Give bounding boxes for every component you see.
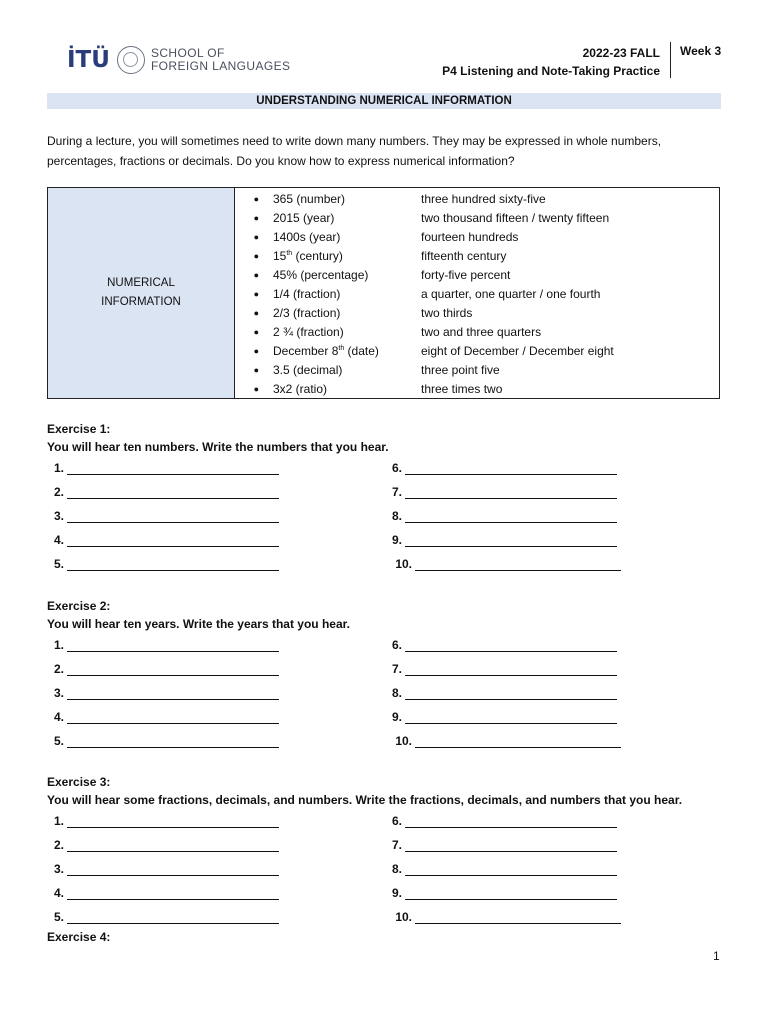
numerical-info-table xyxy=(47,187,720,399)
answer-item xyxy=(389,833,621,857)
exercise-2 xyxy=(47,597,747,748)
answer-blank[interactable] xyxy=(415,910,621,924)
row-term: 365 (number) xyxy=(273,191,346,206)
table-row xyxy=(235,342,719,361)
answer-column xyxy=(389,456,621,576)
answer-item xyxy=(389,905,621,929)
answer-item xyxy=(47,528,279,552)
row-term-superscript: th xyxy=(338,345,345,353)
item-number: 1. xyxy=(53,638,64,652)
item-number: 10. xyxy=(395,557,412,571)
item-number: 9. xyxy=(391,533,402,547)
answer-blank[interactable] xyxy=(67,814,279,828)
item-number: 7. xyxy=(391,662,402,676)
answer-blank[interactable] xyxy=(67,886,279,900)
header-divider xyxy=(670,42,671,78)
row-term: 1400s (year) xyxy=(273,229,341,244)
table-row xyxy=(235,189,719,208)
logo-line-2: FOREIGN LANGUAGES xyxy=(150,59,291,73)
answer-blank[interactable] xyxy=(405,814,617,828)
answer-blank[interactable] xyxy=(405,662,617,676)
answer-blank[interactable] xyxy=(67,638,279,652)
answer-blank[interactable] xyxy=(415,557,621,571)
answer-column xyxy=(47,809,279,929)
answer-item xyxy=(389,504,621,528)
item-number: 6. xyxy=(391,638,402,652)
logo-mark: İTÜ xyxy=(67,47,110,73)
item-number: 7. xyxy=(391,838,402,852)
answer-item xyxy=(389,456,621,480)
answer-item xyxy=(389,729,621,753)
answer-blank[interactable] xyxy=(405,838,617,852)
page-number: 1 xyxy=(713,949,720,963)
row-term: 1/4 (fraction) xyxy=(273,287,341,302)
table-row xyxy=(235,284,719,303)
item-number: 5. xyxy=(53,557,64,571)
item-number: 3. xyxy=(53,509,64,523)
answer-item xyxy=(389,528,621,552)
answer-blank[interactable] xyxy=(405,862,617,876)
header-course-info xyxy=(442,44,660,80)
row-term xyxy=(273,344,421,358)
row-term: 2 ¾ (fraction) xyxy=(273,325,344,340)
row-term xyxy=(273,249,421,263)
row-term-suffix: (date) xyxy=(344,344,379,359)
item-number: 4. xyxy=(53,533,64,547)
row-term: 2015 (year) xyxy=(273,210,335,225)
bullet-icon: ● xyxy=(253,212,259,223)
answer-item xyxy=(389,857,621,881)
row-description: fourteen hundreds xyxy=(421,229,519,244)
answer-blank[interactable] xyxy=(67,910,279,924)
answer-column xyxy=(389,633,621,753)
bullet-icon: ● xyxy=(253,269,259,280)
item-number: 2. xyxy=(53,662,64,676)
answer-blank[interactable] xyxy=(405,461,617,475)
answer-item xyxy=(47,552,279,576)
row-term: 3.5 (decimal) xyxy=(273,363,343,378)
exercise-instruction: You will hear some fractions, decimals, and numbers. Write the fractions, decimals, and numbers that you hear. xyxy=(47,793,683,807)
item-number: 9. xyxy=(391,886,402,900)
term-label: 2022-23 FALL xyxy=(582,46,660,60)
bullet-icon: ● xyxy=(253,327,259,338)
answer-blank[interactable] xyxy=(67,485,279,499)
week-label: Week 3 xyxy=(680,44,722,58)
row-description: three hundred sixty-five xyxy=(421,191,546,206)
item-number: 1. xyxy=(53,814,64,828)
item-number: 5. xyxy=(53,734,64,748)
answer-blank[interactable] xyxy=(67,662,279,676)
answer-blank[interactable] xyxy=(67,509,279,523)
item-number: 1. xyxy=(53,461,64,475)
row-description: forty-five percent xyxy=(421,267,511,282)
row-term: 3x2 (ratio) xyxy=(273,382,328,397)
answer-item xyxy=(389,480,621,504)
answer-blank[interactable] xyxy=(405,638,617,652)
table-row xyxy=(235,246,719,265)
answer-blank[interactable] xyxy=(405,485,617,499)
table-row xyxy=(235,208,719,227)
answer-blank[interactable] xyxy=(67,461,279,475)
table-row xyxy=(235,304,719,323)
answer-blank[interactable] xyxy=(67,862,279,876)
item-number: 10. xyxy=(395,910,412,924)
item-number: 6. xyxy=(391,814,402,828)
bullet-icon: ● xyxy=(253,365,259,376)
answer-blank[interactable] xyxy=(67,557,279,571)
answer-blank[interactable] xyxy=(67,734,279,748)
row-description: fifteenth century xyxy=(421,248,507,263)
item-number: 10. xyxy=(395,734,412,748)
answer-item xyxy=(389,809,621,833)
answer-blank[interactable] xyxy=(67,686,279,700)
table-label-line-2: INFORMATION xyxy=(101,296,181,308)
answer-item xyxy=(389,705,621,729)
exercise-instruction: You will hear ten numbers. Write the numbers that you hear. xyxy=(47,440,389,454)
answer-blank[interactable] xyxy=(405,509,617,523)
exercise-title: Exercise 1: xyxy=(47,422,111,436)
answer-blank[interactable] xyxy=(67,533,279,547)
item-number: 5. xyxy=(53,910,64,924)
answer-item xyxy=(47,857,279,881)
answer-blank[interactable] xyxy=(405,710,617,724)
table-row xyxy=(235,380,719,399)
seal-icon xyxy=(117,46,145,74)
exercise-title: Exercise 3: xyxy=(47,775,111,789)
exercise-instruction: You will hear ten years. Write the years that you hear. xyxy=(47,617,350,631)
row-term-superscript: th xyxy=(286,249,293,257)
answer-blank[interactable] xyxy=(67,838,279,852)
answer-item xyxy=(47,480,279,504)
item-number: 7. xyxy=(391,485,402,499)
bullet-icon: ● xyxy=(253,384,259,395)
item-number: 8. xyxy=(391,509,402,523)
item-number: 4. xyxy=(53,710,64,724)
answer-blank[interactable] xyxy=(67,710,279,724)
exercise-4-title: Exercise 4: xyxy=(47,930,111,944)
table-row xyxy=(235,265,719,284)
bullet-icon: ● xyxy=(253,250,259,261)
row-description: three times two xyxy=(421,382,503,397)
answer-item xyxy=(47,504,279,528)
row-term-suffix: (century) xyxy=(292,248,343,263)
answer-item xyxy=(389,657,621,681)
answer-item xyxy=(47,729,279,753)
intro-paragraph: During a lecture, you will sometimes need to write down many numbers. They may be expressed in whole numbers, percentages, fractions or decimals. Do you know how to express numerical information? xyxy=(47,134,662,168)
row-description: two thousand fifteen / twenty fifteen xyxy=(421,210,610,225)
bullet-icon: ● xyxy=(253,346,259,357)
table-label xyxy=(48,188,235,398)
answer-column xyxy=(47,633,279,753)
answer-column xyxy=(389,809,621,929)
answer-blank[interactable] xyxy=(415,734,621,748)
row-description: a quarter, one quarter / one fourth xyxy=(421,287,601,302)
answer-item xyxy=(389,633,621,657)
bullet-icon: ● xyxy=(253,231,259,242)
bullet-icon: ● xyxy=(253,308,259,319)
logo-text xyxy=(151,47,291,73)
table-list xyxy=(235,188,719,398)
logo-line-1: SCHOOL OF xyxy=(150,46,225,60)
item-number: 9. xyxy=(391,710,402,724)
answer-blank[interactable] xyxy=(405,533,617,547)
table-row xyxy=(235,361,719,380)
row-term-main: 15 xyxy=(273,248,287,263)
item-number: 3. xyxy=(53,862,64,876)
item-number: 4. xyxy=(53,886,64,900)
row-term-main: December 8 xyxy=(273,344,339,359)
row-term: 45% (percentage) xyxy=(273,267,369,282)
exercise-1 xyxy=(47,420,747,571)
answer-blank[interactable] xyxy=(405,886,617,900)
answer-item xyxy=(47,633,279,657)
row-description: eight of December / December eight xyxy=(421,344,614,359)
answer-item xyxy=(47,833,279,857)
item-number: 6. xyxy=(391,461,402,475)
table-label-line-1: NUMERICAL xyxy=(107,277,175,289)
exercise-3 xyxy=(47,773,747,924)
row-description: three point five xyxy=(421,363,500,378)
item-number: 2. xyxy=(53,838,64,852)
table-row xyxy=(235,323,719,342)
answer-item xyxy=(389,552,621,576)
item-number: 8. xyxy=(391,686,402,700)
answer-blank[interactable] xyxy=(405,686,617,700)
table-row xyxy=(235,227,719,246)
answer-item xyxy=(389,681,621,705)
answer-item xyxy=(47,705,279,729)
item-number: 2. xyxy=(53,485,64,499)
item-number: 3. xyxy=(53,686,64,700)
item-number: 8. xyxy=(391,862,402,876)
answer-item xyxy=(47,809,279,833)
bullet-icon: ● xyxy=(253,289,259,300)
answer-item xyxy=(47,905,279,929)
answer-item xyxy=(47,681,279,705)
answer-item xyxy=(389,881,621,905)
page-title: UNDERSTANDING NUMERICAL INFORMATION xyxy=(47,93,721,109)
bullet-icon: ● xyxy=(253,193,259,204)
answer-item xyxy=(47,881,279,905)
exercise-title: Exercise 2: xyxy=(47,599,111,613)
row-description: two and three quarters xyxy=(421,325,542,340)
answer-item xyxy=(47,657,279,681)
answer-column xyxy=(47,456,279,576)
course-label: P4 Listening and Note-Taking Practice xyxy=(442,64,660,78)
row-term: 2/3 (fraction) xyxy=(273,306,341,321)
school-logo xyxy=(67,46,290,74)
answer-item xyxy=(47,456,279,480)
row-description: two thirds xyxy=(421,306,473,321)
